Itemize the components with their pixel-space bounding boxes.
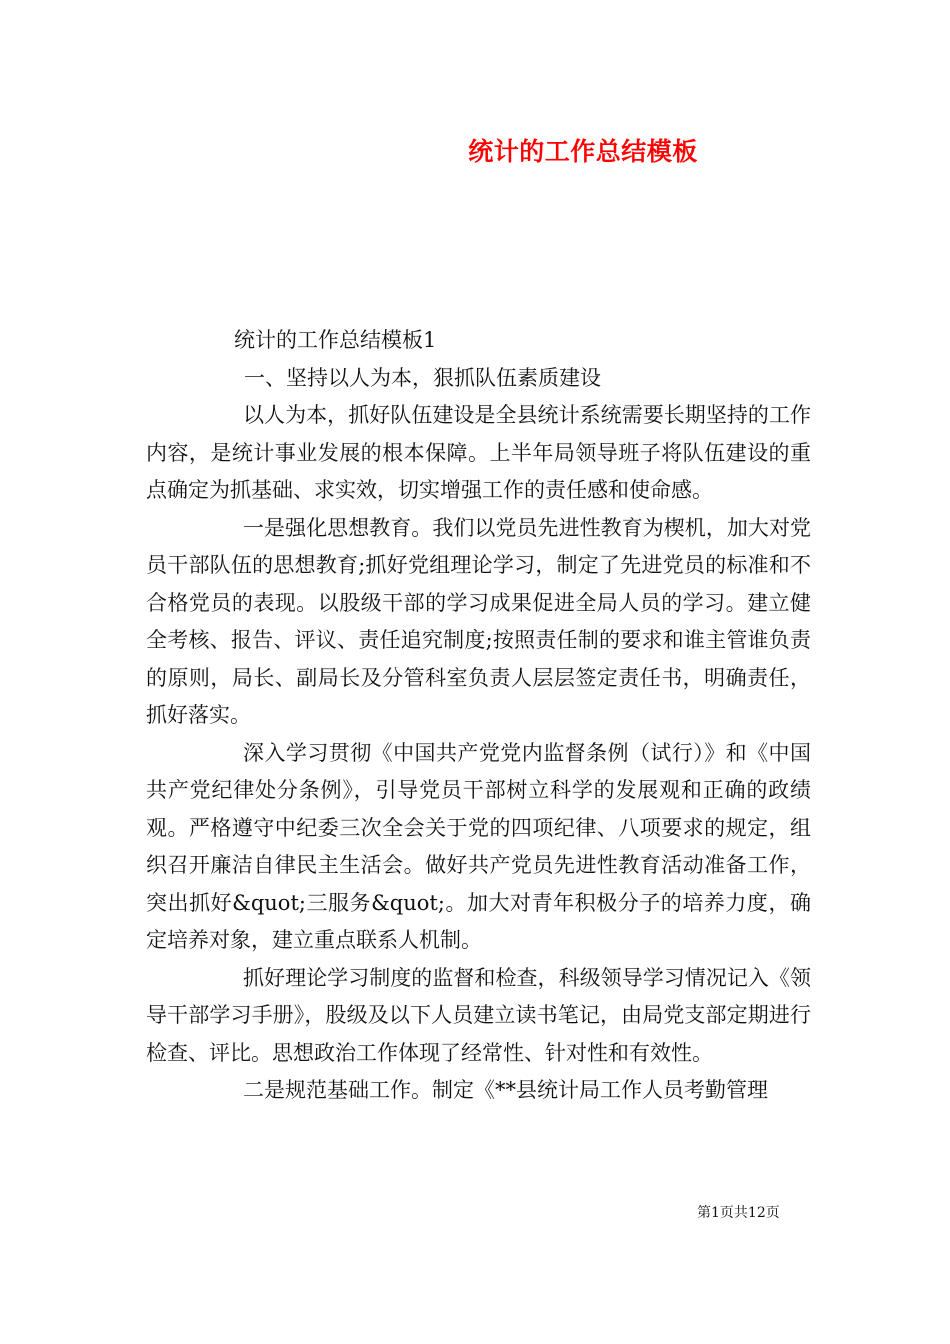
paragraph: 抓好理论学习制度的监督和检查，科级领导学习情况记入《领导干部学习手册》，股级及以下人员建立读书笔记，由局党支部定期进行检查、评比。思想政治工作体现了经常性、针对性和有效性。 <box>146 965 811 1065</box>
paragraph: 深入学习贯彻《中国共产党党内监督条例（试行）》和《中国共产党纪律处分条例》，引导党员干部树立科学的发展观和正确的政绩观。严格遵守中纪委三次全会关于党的四项纪律、八项要求的规定，组织召开廉洁自律民主生活会。做好共产党员先进性教育活动准备工作，突出抓好&quot;三服务&quot;。加大对青年积极分子的培养力度，确定培养对象，建立重点联系人机制。 <box>146 740 811 952</box>
section-heading: 一、坚持以人为本，狠抓队伍素质建设 <box>244 365 601 390</box>
page-number: 第1页共12页 <box>697 1205 780 1221</box>
document-title: 统计的工作总结模板 <box>468 137 698 166</box>
paragraph: 以人为本，抓好队伍建设是全县统计系统需要长期坚持的工作内容，是统计事业发展的根本保障。上半年局领导班子将队伍建设的重点确定为抓基础、求实效，切实增强工作的责任感和使命感。 <box>146 403 811 502</box>
paragraph: 一是强化思想教育。我们以党员先进性教育为楔机，加大对党员干部队伍的思想教育;抓好党组理论学习，制定了先进党员的标准和不合格党员的表现。以股级干部的学习成果促进全局人员的学习。建立健全考核、报告、评议、责任追究制度;按照责任制的要求和谁主管谁负责的原则，局长、副局长及分管科室负责人层层签定责任书，明确责任，抓好落实。 <box>146 515 811 727</box>
paragraph: 二是规范基础工作。制定《**县统计局工作人员考勤管理 <box>243 1078 768 1102</box>
document-subtitle: 统计的工作总结模板1 <box>234 328 437 352</box>
document-body <box>146 322 811 1110</box>
